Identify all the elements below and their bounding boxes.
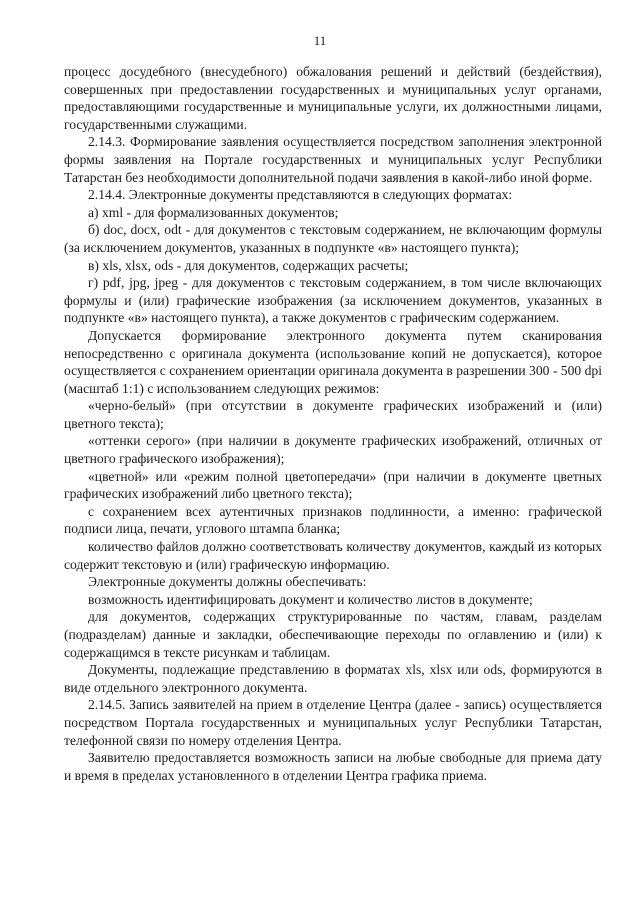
- scan-authenticity: с сохранением всех аутентичных признаков подлинности, а именно: графической подписи лица, печати, углового штампа бланка;: [64, 503, 602, 537]
- page-number: 11: [313, 33, 327, 48]
- paragraph-2-14-3: 2.14.3. Формирование заявления осуществляется посредством заполнения электронной формы заявления на Портале государственных и муниципальных услуг Республики Татарстан без необходимости дополнительной подачи заявления в какой-либо иной форме.: [64, 134, 602, 185]
- paragraph-requirements-intro: Электронные документы должны обеспечивать:: [88, 574, 367, 590]
- list-item-g: г) pdf, jpg, jpeg - для документов с текстовым содержанием, в том числе включающих формулы и (или) графические изображения (за исключением документов, указанных в подпункте «в» настоящего пункта), а также документов с графическим содержанием.: [64, 275, 602, 326]
- paragraph-scanning: Допускается формирование электронного документа путем сканирования непосредственно с оригинала документа (использование копий не допускается), которое осуществляется с сохранением ориентации оригинала документа в разрешении 300 - 500 dpi (масштаб 1:1) с использованием следующих режимов:: [64, 327, 602, 396]
- paragraph-spreadsheets: Документы, подлежащие представлению в форматах xls, xlsx или ods, формируются в виде отдельного электронного документа.: [64, 662, 602, 695]
- scan-file-count: количество файлов должно соответствовать количеству документов, каждый из которых содержит текстовую и (или) графическую информацию.: [64, 539, 602, 572]
- requirement-identify: возможность идентифицировать документ и количество листов в документе;: [88, 591, 533, 607]
- paragraph-2-14-4: 2.14.4. Электронные документы представляются в следующих форматах:: [88, 187, 513, 203]
- paragraph-2-14-5: 2.14.5. Запись заявителей на прием в отделение Центра (далее - запись) осуществляется посредством Портала государственных и муниципальных услуг Республики Татарстан, телефонной связи по номеру отделения Центра.: [64, 697, 602, 748]
- list-item-b: б) doc, docx, odt - для документов с текстовым содержанием, не включающим формулы (за исключением документов, указанных в подпункте «в» настоящего пункта);: [64, 222, 602, 255]
- scan-mode-color: «цветной» или «режим полной цветопередачи» (при наличии в документе цветных графических изображений либо цветного текста);: [64, 468, 602, 502]
- requirement-structured: для документов, содержащих структурированные по частям, главам, разделам (подразделам) данные и закладки, обеспечивающие переходы по оглавлению и (или) к содержащимся в тексте рисункам и таблицам.: [64, 609, 602, 660]
- scan-mode-bw: «черно-белый» (при отсутствии в документе графических изображений и (или) цветного текста);: [64, 398, 602, 431]
- paragraph-appointment: Заявителю предоставляется возможность записи на любые свободные для приема дату и время в пределах установленного в отделении Центра графика приема.: [64, 750, 602, 783]
- list-item-v: в) xls, xlsx, ods - для документов, содержащих расчеты;: [88, 257, 409, 273]
- list-item-a: а) xml - для формализованных документов;: [88, 204, 339, 220]
- document-body: [64, 63, 602, 784]
- paragraph-appeal-process: процесс досудебного (внесудебного) обжалования решений и действий (бездействия), совершенных при предоставлении государственных и муниципальных услуг органами, предоставляющими государственные и муниципальные услуги, их должностными лицами, государственными служащими.: [64, 64, 602, 132]
- scan-mode-grayscale: «оттенки серого» (при наличии в документе графических изображений, отличных от цветного графического изображения);: [64, 433, 602, 467]
